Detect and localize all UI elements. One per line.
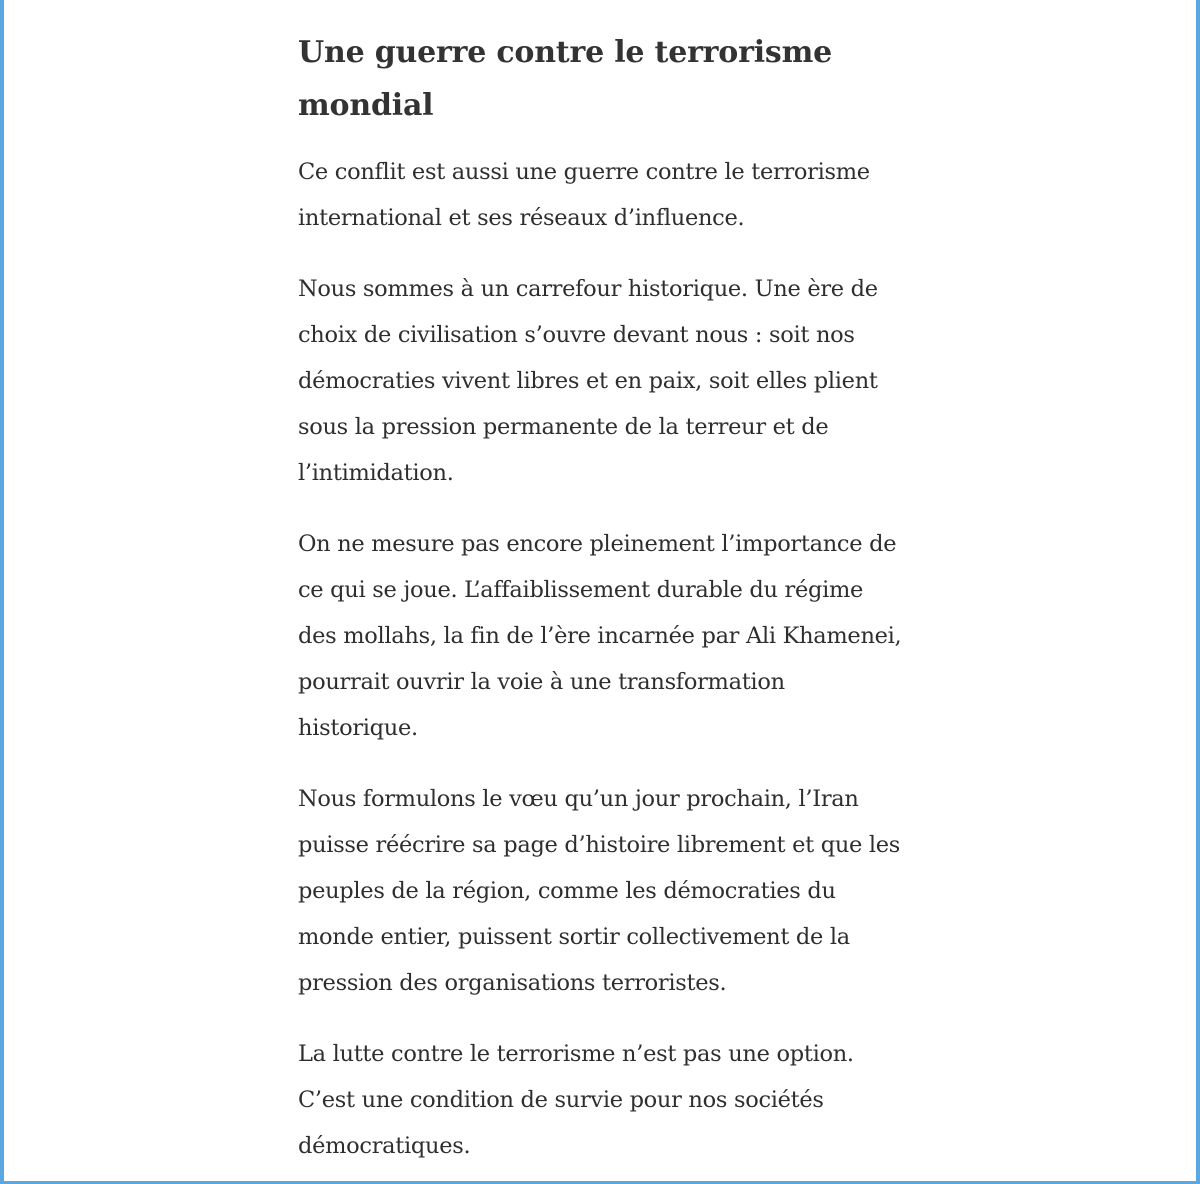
paragraph-3: On ne mesure pas encore pleinement l’importance de ce qui se joue. L’affaiblissement durable du régime des mollahs, la fin de l’ère incarnée par Ali Khamenei, pourrait ouvrir la voie à une transformation historique. xyxy=(298,531,902,741)
paragraph-1: Ce conflit est aussi une guerre contre le terrorisme international et ses réseaux d’influence. xyxy=(298,159,870,231)
article-body xyxy=(298,26,908,1184)
paragraph-5: La lutte contre le terrorisme n’est pas une option. C’est une condition de survie pour nos sociétés démocratiques. xyxy=(298,1041,854,1159)
paragraph-4: Nous formulons le vœu qu’un jour prochain, l’Iran puisse réécrire sa page d’histoire librement et que les peuples de la région, comme les démocraties du monde entier, puissent sortir collectivement de la pression des organisations terroristes. xyxy=(298,786,901,996)
paragraph-2: Nous sommes à un carrefour historique. Une ère de choix de civilisation s’ouvre devant nous : soit nos démocraties vivent libres et en paix, soit elles plient sous la pression permanente de la terreur et de l’intimidation. xyxy=(298,276,878,486)
section-heading: Une guerre contre le terrorisme mondial xyxy=(298,35,833,123)
